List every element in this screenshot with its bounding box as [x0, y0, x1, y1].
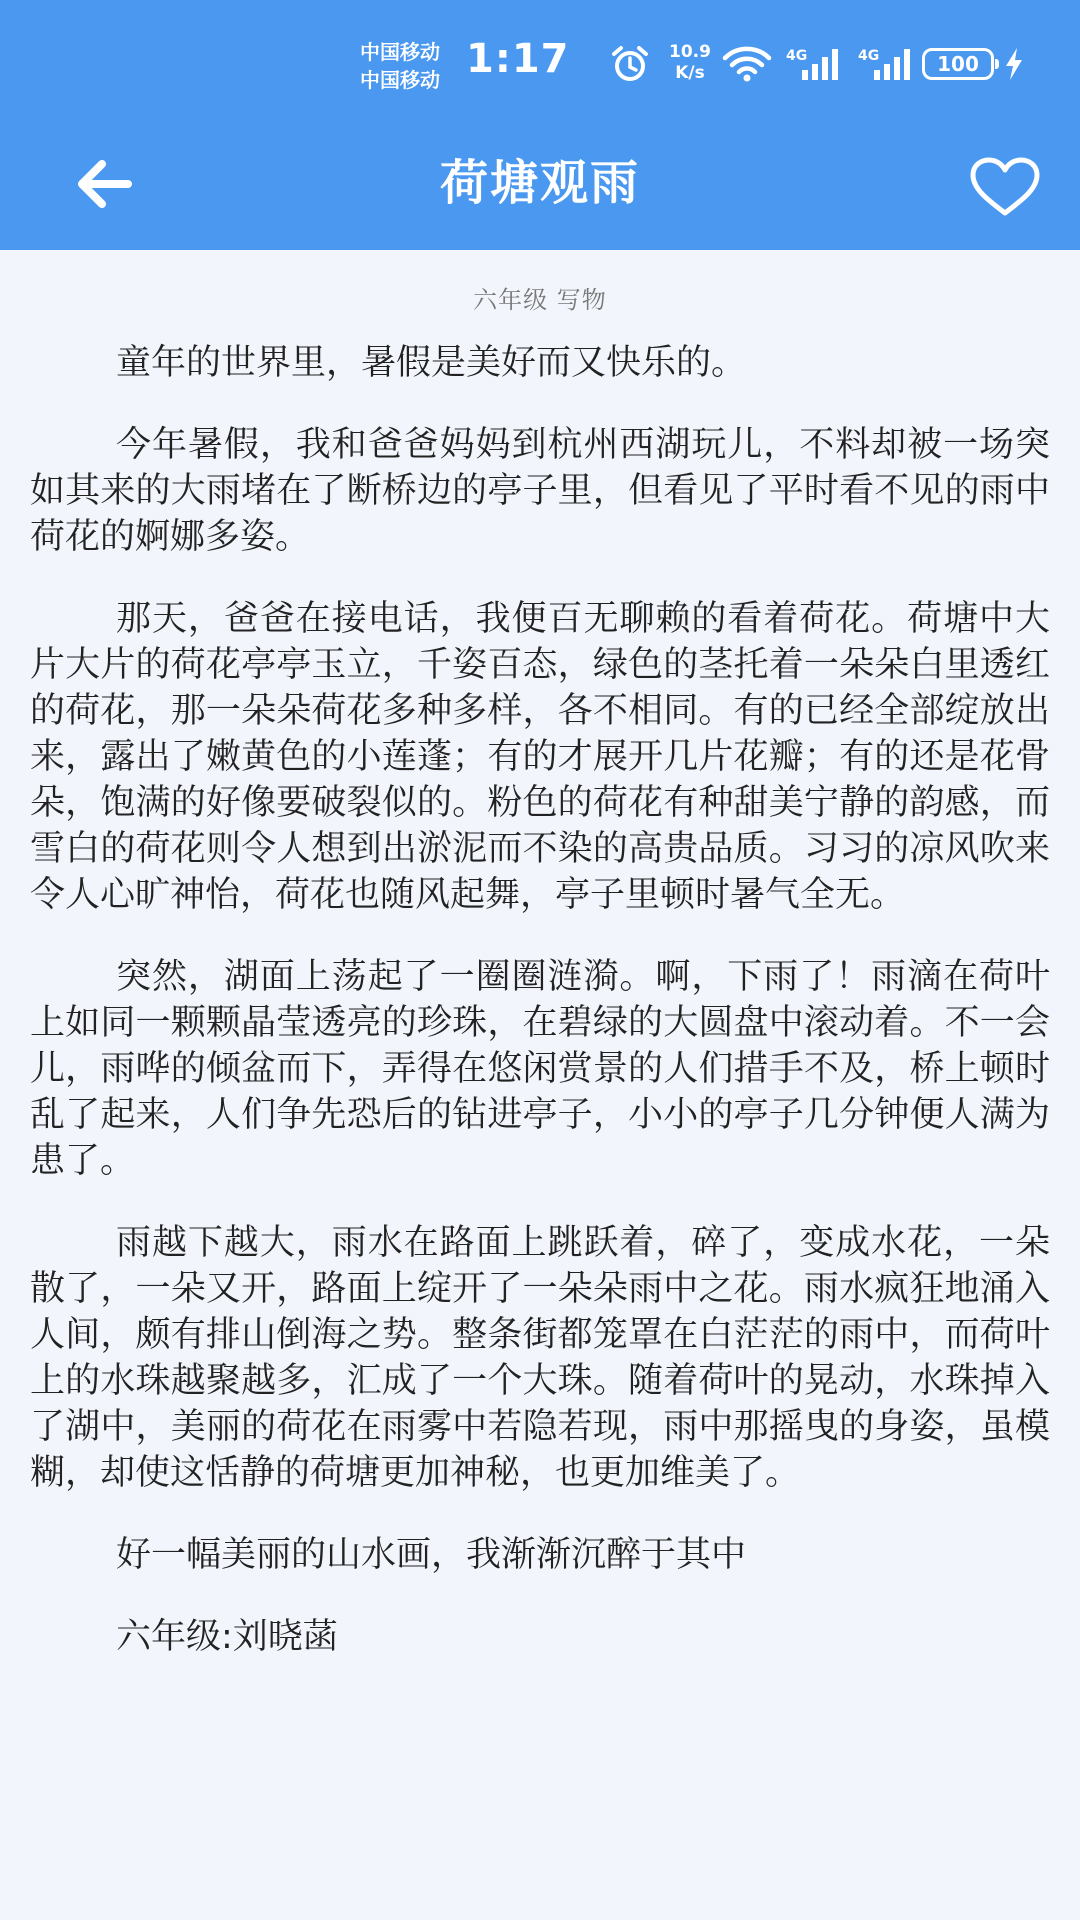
article-paragraph: 那天，爸爸在接电话，我便百无聊赖的看着荷花。荷塘中大片大片的荷花亭亭玉立，千姿百态，绿色的茎托着一朵朵白里透红的荷花，那一朵朵荷花多种多样，各不相同。有的已经全部绽放出来，露出了嫩黄色的小莲蓬；有的才展开几片花瓣；有的还是花骨朵，饱满的好像要破裂似的。粉色的荷花有种甜美宁静的韵感，而雪白的荷花则令人想到出淤泥而不染的高贵品质。习习的凉风吹来令人心旷神怡，荷花也随风起舞，亭子里顿时暑气全无。 — [30, 599, 1050, 915]
arrow-left-icon — [74, 156, 138, 212]
heart-outline-icon — [968, 156, 1042, 218]
net-speed-unit: K/s — [675, 63, 705, 83]
status-bar — [0, 0, 1080, 130]
article-meta: 六年级 写物 — [473, 286, 607, 314]
article-author: 六年级:刘晓菡 — [116, 1617, 338, 1657]
article-paragraph: 童年的世界里，暑假是美好而又快乐的。 — [116, 343, 747, 383]
article-paragraph: 好一幅美丽的山水画，我渐渐沉醉于其中 — [116, 1535, 747, 1575]
status-time: 1:17 — [466, 36, 570, 82]
back-button[interactable] — [74, 156, 138, 212]
carrier-label — [360, 38, 460, 94]
app-header — [0, 0, 1080, 250]
net-speed — [664, 42, 716, 84]
article-paragraph: 今年暑假，我和爸爸妈妈到杭州西湖玩儿，不料却被一场突如其来的大雨堵在了断桥边的亭子里，但看见了平时看不见的雨中荷花的婀娜多姿。 — [30, 425, 1050, 557]
battery-level: 100 — [937, 52, 979, 76]
battery-icon — [922, 48, 994, 80]
charging-bolt-icon — [1004, 48, 1024, 80]
carrier-1: 中国移动 — [360, 40, 440, 64]
network-type-2: 4G — [858, 48, 880, 64]
favorite-button[interactable] — [968, 156, 1042, 218]
network-type-1: 4G — [786, 48, 808, 64]
article-body — [30, 340, 1050, 1696]
article-paragraph: 突然，湖面上荡起了一圈圈涟漪。啊，下雨了！雨滴在荷叶上如同一颗颗晶莹透亮的珍珠，在碧绿的大圆盘中滚动着。不一会儿，雨哗的倾盆而下，弄得在悠闲赏景的人们措手不及，桥上顿时乱了起来，人们争先恐后的钻进亭子，小小的亭子几分钟便人满为患了。 — [30, 957, 1050, 1181]
carrier-2: 中国移动 — [360, 68, 440, 92]
cellular-signal-icon — [784, 46, 844, 82]
alarm-clock-icon — [610, 44, 650, 84]
cellular-signal-icon — [856, 46, 916, 82]
net-speed-value: 10.9 — [669, 42, 711, 62]
wifi-icon — [722, 46, 772, 82]
page-title: 荷塘观雨 — [439, 155, 640, 211]
article-paragraph: 雨越下越大，雨水在路面上跳跃着，碎了，变成水花，一朵散了，一朵又开，路面上绽开了一朵朵雨中之花。雨水疯狂地涌入人间，颇有排山倒海之势。整条街都笼罩在白茫茫的雨中，而荷叶上的水珠越聚越多，汇成了一个大珠。随着荷叶的晃动，水珠掉入了湖中，美丽的荷花在雨雾中若隐若现，雨中那摇曳的身姿，虽模糊，却使这恬静的荷塘更加神秘，也更加维美了。 — [30, 1223, 1050, 1493]
